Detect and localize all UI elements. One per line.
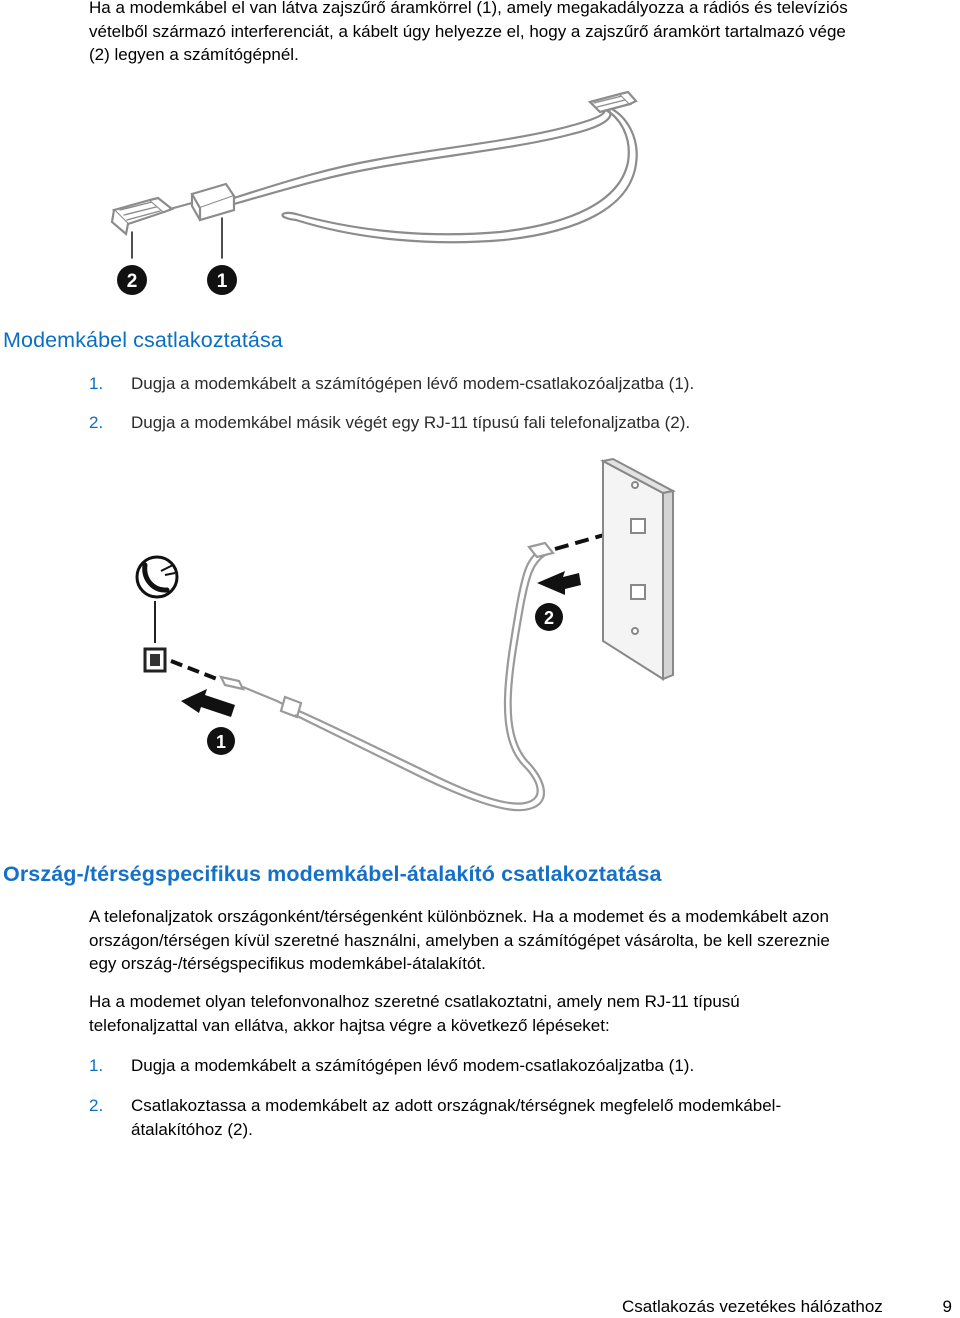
paragraph-line: A telefonaljzatok országonként/térségenként különböznek. Ha a modemet és a modemkábelt azon xyxy=(89,907,829,926)
wall-plate xyxy=(603,459,673,679)
arrow-icon xyxy=(181,689,235,717)
callout-2-label: 2 xyxy=(543,608,555,628)
step-text xyxy=(131,1094,871,1141)
rj11-plug-right xyxy=(590,92,636,112)
rj11-plug-left xyxy=(112,198,172,234)
step-text: Dugja a modemkábelt a számítógépen lévő modem-csatlakozóaljzatba (1). xyxy=(131,1056,695,1075)
callout-2-label: 2 xyxy=(126,271,138,292)
intro-line-3: (2) legyen a számítógépnél. xyxy=(89,45,299,64)
arrow-icon xyxy=(537,571,581,595)
step-number: 1. xyxy=(89,374,104,393)
step-number: 2. xyxy=(89,413,104,432)
step-number: 1. xyxy=(89,1056,104,1075)
step-text: Dugja a modemkábelt a számítógépen lévő modem-csatlakozóaljzatba (1). xyxy=(131,374,695,393)
paragraph-line: telefonaljzattal van ellátva, akkor hajtsa végre a következő lépéseket: xyxy=(89,1015,610,1035)
callout-1-label: 1 xyxy=(216,271,228,292)
intro-line-1: Ha a modemkábel el van látva zajszűrő áramkörrel (1), amely megakadályozza a rádiós és televíziós xyxy=(89,0,848,17)
paragraph-line: egy ország-/térségspecifikus modemkábel-átalakítót. xyxy=(89,954,486,973)
step-text-line: Csatlakoztassa a modemkábelt az adott országnak/térségnek megfelelő modemkábel- xyxy=(131,1096,782,1115)
figure-wall-jack-connection xyxy=(125,455,725,835)
footer-title: Csatlakozás vezetékes hálózathoz xyxy=(622,1297,883,1316)
step-text: Dugja a modemkábel másik végét egy RJ-11 típusú fali telefonaljzatba (2). xyxy=(131,413,691,432)
paragraph-line: Ha a modemet olyan telefonvonalhoz szeretné csatlakoztatni, amely nem RJ-11 típusú xyxy=(89,992,740,1011)
step-number: 2. xyxy=(89,1096,104,1115)
noise-filter xyxy=(192,184,234,220)
paragraph xyxy=(89,990,929,1037)
intro-line-2: vételből származó interferenciát, a kábelt úgy helyezze el, hogy a zajszűrő áramkört tartalmazó vége xyxy=(89,21,846,41)
intro-paragraph xyxy=(89,0,929,67)
figure-modem-cable xyxy=(100,82,660,302)
callout-1-label: 1 xyxy=(215,732,227,752)
step-text-line: átalakítóhoz (2). xyxy=(131,1119,253,1139)
modem-jack-icon xyxy=(137,557,177,671)
paragraph xyxy=(89,905,929,976)
page-number: 9 xyxy=(942,1297,952,1316)
paragraph-line: országon/térségen kívül szeretné használni, amelyben a számítógépet vásárolta, be kell szereznie xyxy=(89,930,830,950)
section-heading-adapter: Ország-/térségspecifikus modemkábel-átalakító csatlakoztatása xyxy=(3,862,662,886)
page-footer xyxy=(622,1296,952,1318)
section-heading-modem-cable: Modemkábel csatlakoztatása xyxy=(3,328,283,352)
